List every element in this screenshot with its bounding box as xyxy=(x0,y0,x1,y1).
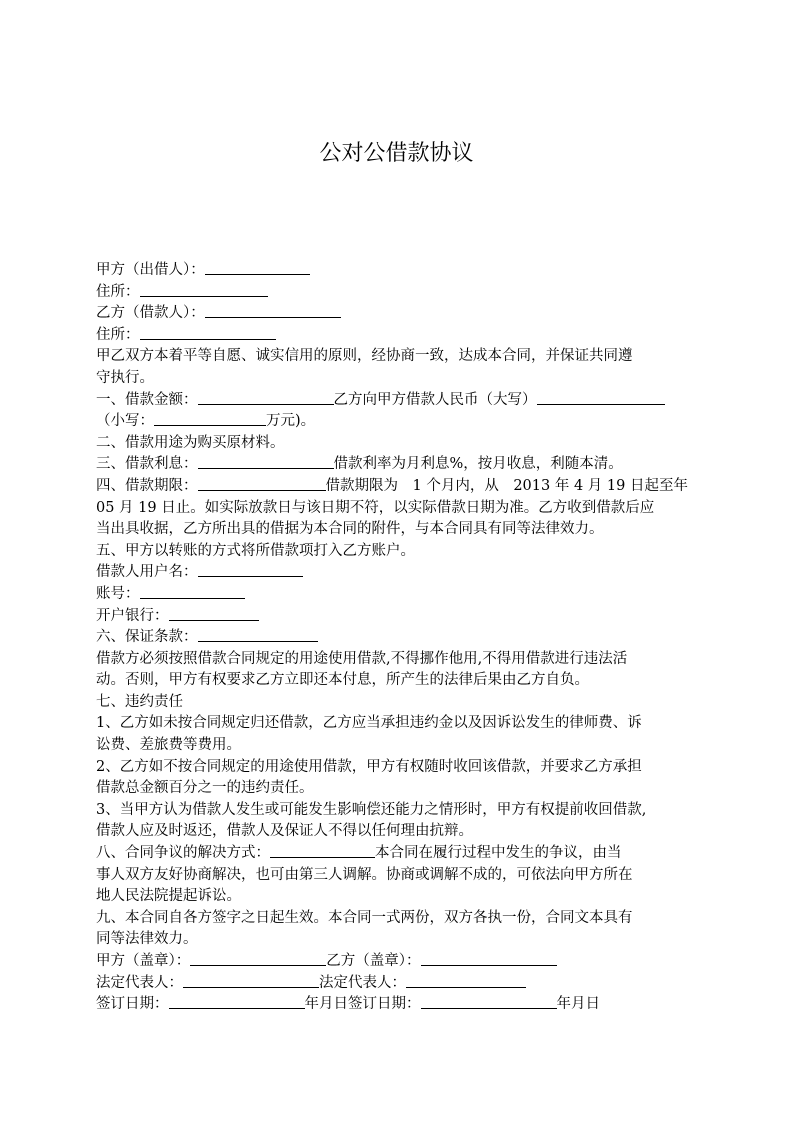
document-title: 公对公借款协议 xyxy=(319,141,474,166)
preamble-line-1: 甲乙双方本着平等自愿、诚实信用的原则，经协商一致，达成本合同，并保证共同遵 xyxy=(96,348,633,365)
dispute-line-3: 地人民法院提起诉讼。 xyxy=(96,888,241,905)
breach-item-3b: 借款人应及时返还，借款人及保证人不得以任何理由抗辩。 xyxy=(96,823,473,840)
breach-item-3a: 3、当甲方认为借款人发生或可能发生影响偿还能力之情形时，甲方有权提前收回借款, xyxy=(96,801,647,818)
transfer-line: 五、甲方以转账的方式将所借款项打入乙方账户。 xyxy=(96,542,415,559)
loan-purpose-line: 二、借款用途为购买原材料。 xyxy=(96,434,285,451)
guarantee-text-1: 借款方必须按照借款合同规定的用途使用借款,不得挪作他用,不得用借款进行违法活 xyxy=(96,650,628,667)
guarantee-text-2: 动。否则，甲方有权要求乙方立即还本付息，所产生的法律后果由乙方自负。 xyxy=(96,672,589,689)
lender-line: 甲方（出借人）： xyxy=(96,260,708,282)
party-b-seal-blank[interactable] xyxy=(421,951,557,966)
effect-line-1: 九、本合同自各方签字之日起生效。本合同一式两份，双方各执一份，合同文本具有 xyxy=(96,909,633,926)
seal-line: 甲方（盖章）： 乙方（盖章）： xyxy=(96,951,708,973)
dispute-line: 八、合同争议的解决方式： 本合同在履行过程中发生的争议，由当 xyxy=(96,845,622,862)
party-a-rep-blank[interactable] xyxy=(183,973,319,988)
interest-line: 三、借款利息： 借款利率为月利息%，按月收息，利随本清。 xyxy=(96,456,623,473)
bank-blank[interactable] xyxy=(169,606,259,621)
term-line: 四、借款期限： 借款期限为 1 个月内，从 2013 年 4 月 19 日起至年 xyxy=(96,477,688,494)
account-number-line: 账号： xyxy=(96,584,708,606)
borrower-address-line: 住所： xyxy=(96,325,708,347)
party-b-date-blank[interactable] xyxy=(421,994,557,1009)
lender-address-line: 住所： xyxy=(96,282,708,304)
representative-line: 法定代表人： 法定代表人： xyxy=(96,973,708,995)
loan-amount-line: 一、借款金额： 乙方向甲方借款人民币（大写） xyxy=(96,390,708,412)
guarantee-line: 六、保证条款： xyxy=(96,627,708,649)
term-line-2: 05 月 19 日止。如实际放款日与该日期不符，以实际借款日期为准。乙方收到借款后应 xyxy=(96,499,655,516)
loan-amount-numeric-line: （小写： 万元)。 xyxy=(96,413,316,430)
lender-blank[interactable] xyxy=(205,260,310,275)
preamble-line-2: 守执行。 xyxy=(96,369,154,386)
party-a-date-blank[interactable] xyxy=(169,994,305,1009)
breach-heading: 七、违约责任 xyxy=(96,693,183,710)
dispute-blank[interactable] xyxy=(270,843,375,858)
dispute-line-2: 事人双方友好协商解决，也可由第三人调解。协商或调解不成的，可依法向甲方所在 xyxy=(96,866,633,883)
breach-item-2a: 2、乙方如不按合同规定的用途使用借款，甲方有权随时收回该借款，并要求乙方承担 xyxy=(96,758,642,775)
term-line-3: 当出具收据，乙方所出具的借据为本合同的附件，与本合同具有同等法律效力。 xyxy=(96,521,604,538)
breach-item-2b: 借款总金额百分之一的违约责任。 xyxy=(96,780,314,797)
loan-amount-numeric-blank[interactable] xyxy=(154,411,266,426)
guarantee-blank[interactable] xyxy=(198,627,318,642)
interest-blank[interactable] xyxy=(198,454,334,469)
term-blank[interactable] xyxy=(198,476,326,491)
loan-amount-capital-blank[interactable] xyxy=(537,390,665,405)
party-a-seal-blank[interactable] xyxy=(190,951,326,966)
borrower-blank[interactable] xyxy=(205,303,341,318)
borrower-address-blank[interactable] xyxy=(140,325,276,340)
bank-line: 开户银行： xyxy=(96,606,708,628)
account-name-line: 借款人用户名： xyxy=(96,562,708,584)
borrower-line: 乙方（借款人）： xyxy=(96,303,708,325)
lender-address-blank[interactable] xyxy=(140,282,268,297)
signing-date-line: 签订日期： 年月日签订日期： 年月日 xyxy=(96,996,600,1013)
breach-item-1a: 1、乙方如未按合同规定归还借款，乙方应当承担违约金以及因诉讼发生的律师费、诉 xyxy=(96,715,642,732)
effect-line-2: 同等法律效力。 xyxy=(96,931,198,948)
breach-item-1b: 讼费、差旅费等费用。 xyxy=(96,737,241,754)
party-b-rep-blank[interactable] xyxy=(406,973,526,988)
loan-amount-blank[interactable] xyxy=(198,390,334,405)
account-name-blank[interactable] xyxy=(198,562,303,577)
account-number-blank[interactable] xyxy=(140,584,245,599)
contract-body xyxy=(96,260,708,1016)
